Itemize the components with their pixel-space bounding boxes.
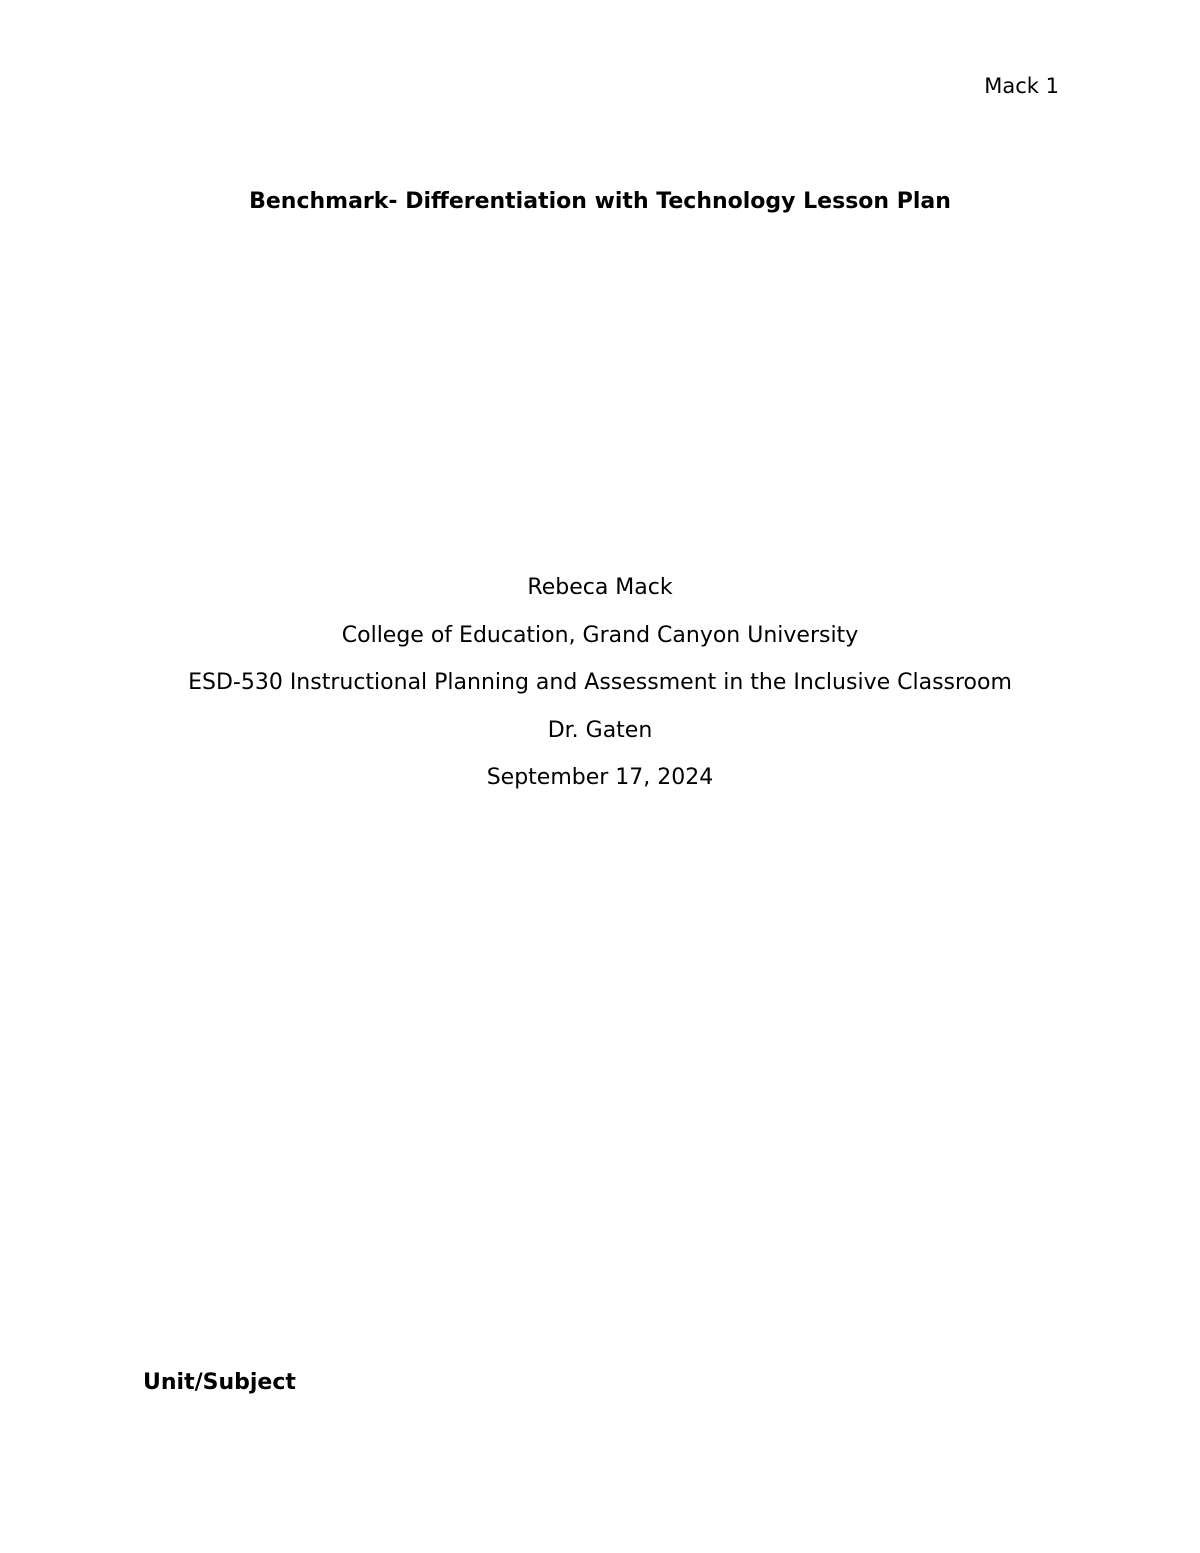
author-name: Rebeca Mack [527,575,673,600]
document-date: September 17, 2024 [486,765,714,790]
institution-name: College of Education, Grand Canyon University [341,622,859,648]
document-title: Benchmark- Differentiation with Technology Lesson Plan [249,189,951,214]
title-page-block [0,564,1200,802]
section-heading-unit-subject: Unit/Subject [143,1370,296,1395]
instructor-name: Dr. Gaten [547,717,653,743]
course-name: ESD-530 Instructional Planning and Assessment in the Inclusive Classroom [188,670,1012,695]
page-header-running-head: Mack 1 [984,74,1059,98]
